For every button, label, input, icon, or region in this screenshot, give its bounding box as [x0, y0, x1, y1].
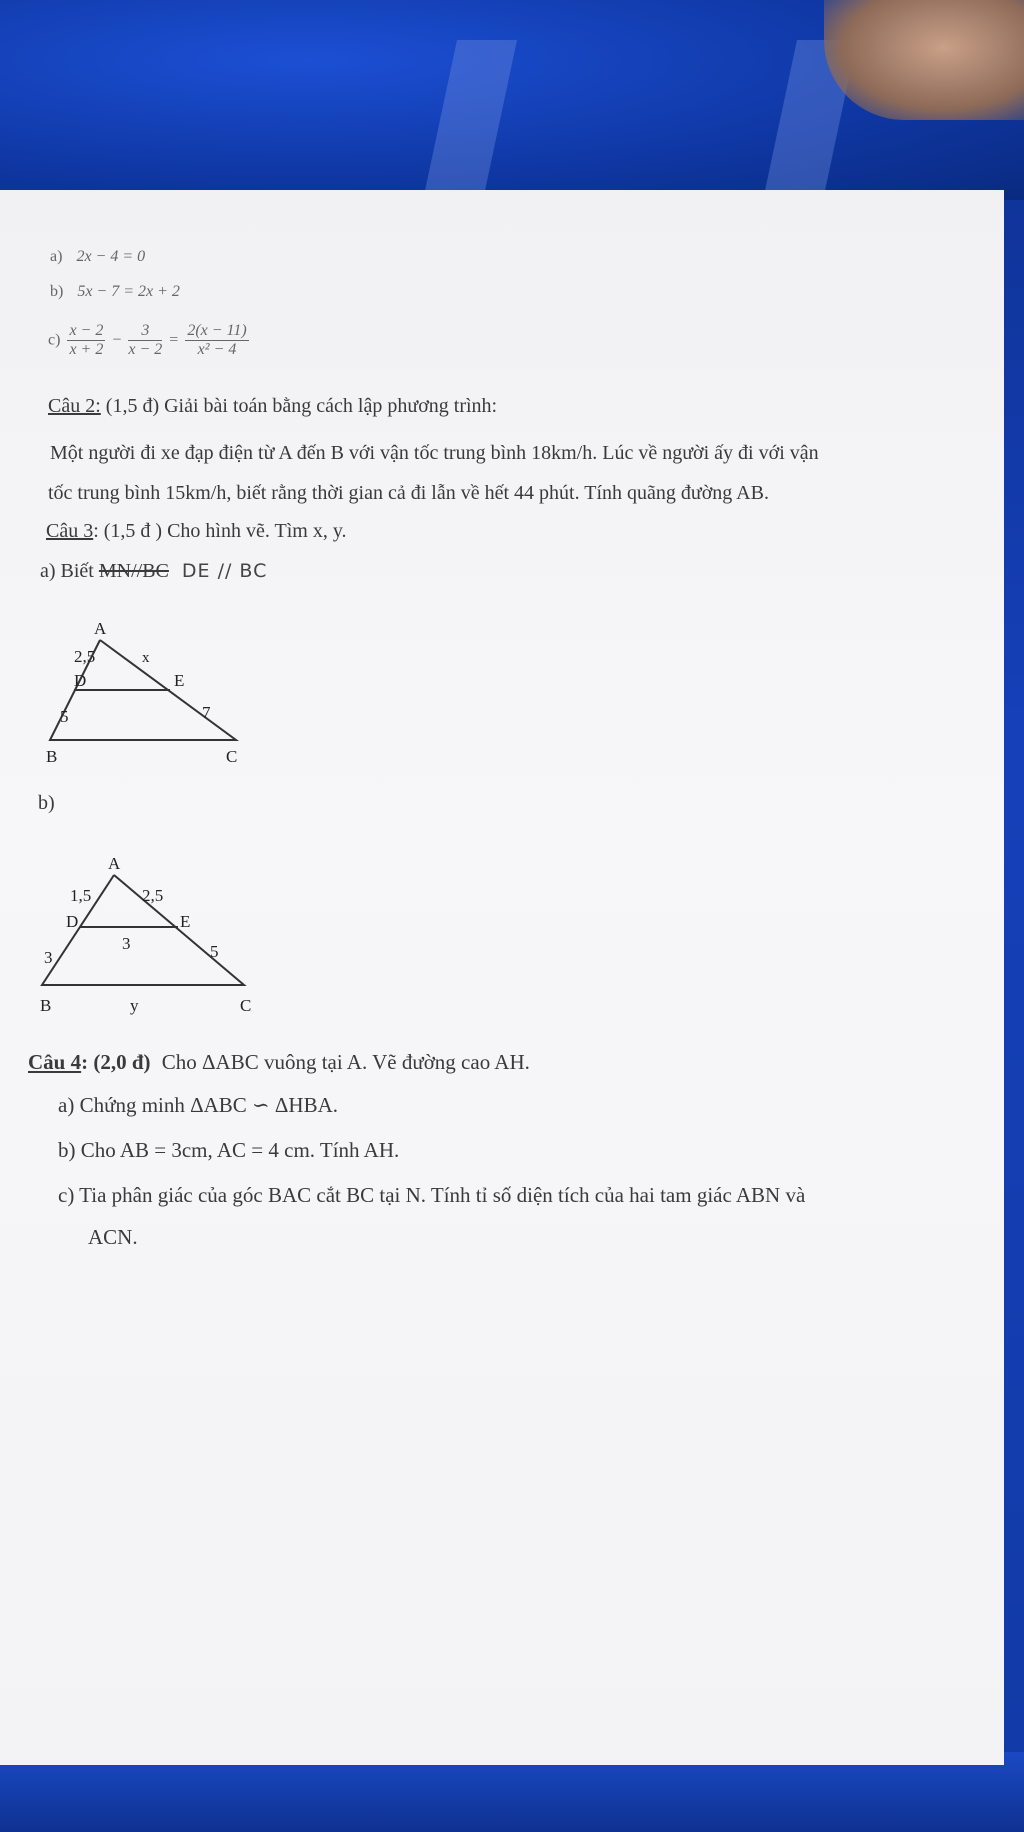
- label-ae: 2,5: [142, 886, 164, 905]
- q3a-struck-text: MN//BC: [98, 560, 169, 582]
- q2-title: [48, 395, 497, 418]
- equals-sign: =: [169, 331, 179, 349]
- q2-heading: Câu 2:: [48, 395, 101, 417]
- exam-paper: [0, 190, 1004, 1765]
- label-B: B: [46, 747, 58, 766]
- fraction-3: $\frac{2(x - 11)}{\text{x² − 4}}$: [187, 322, 247, 358]
- q3a-label: a) Biết: [40, 560, 94, 582]
- label-ae: x: [142, 650, 150, 666]
- q4b: b) Cho AB = 3cm, AC = 4 cm. Tính AH.: [58, 1138, 400, 1162]
- label-ec: 5: [210, 942, 219, 961]
- q1c-label: c): [48, 331, 61, 349]
- q2-points: (1,5 đ): [105, 395, 160, 417]
- fraction-1: $\frac{x - 2}{x + 2}$: [69, 322, 104, 358]
- q4-heading: Câu 4: [28, 1050, 82, 1074]
- label-C: C: [226, 747, 238, 766]
- q4-title: [28, 1050, 530, 1075]
- q3-text: : (1,5 đ ) Cho hình vẽ. Tìm x, y.: [93, 520, 347, 542]
- q4-text: Cho ΔABC vuông tại A. Vẽ đường cao AH.: [161, 1050, 530, 1074]
- label-ad: 2,5: [74, 647, 96, 666]
- label-db: 3: [44, 948, 53, 967]
- label-E: E: [174, 671, 185, 690]
- q2-line1: Một người đi xe đạp điện từ A đến B với vận tốc trung bình 18km/h. Lúc về người ấy đi với vận: [50, 442, 819, 464]
- q1b: [50, 283, 180, 301]
- q3a-label-line: [40, 560, 267, 583]
- minus-sign: −: [112, 331, 122, 349]
- figure-b: [30, 845, 260, 1015]
- label-C: C: [240, 996, 252, 1015]
- figure-a: [30, 610, 260, 770]
- fraction-2: $\frac{3}{x - 2}$: [128, 322, 163, 358]
- q4a: a) Chứng minh ΔABC ∽ ΔHBA.: [58, 1093, 338, 1117]
- label-D: D: [66, 912, 79, 931]
- q1c: [48, 322, 252, 359]
- q3-title: [46, 520, 347, 543]
- q3-heading: Câu 3: [46, 520, 94, 542]
- q4c-line2: ACN.: [88, 1225, 138, 1249]
- label-B: B: [40, 996, 52, 1015]
- label-E: E: [180, 912, 191, 931]
- q1b-label: b): [50, 283, 64, 300]
- label-ec: 7: [202, 703, 211, 722]
- q1b-expr: 5x − 7 = 2x + 2: [77, 283, 180, 300]
- finger: [824, 0, 1024, 120]
- label-D: D: [74, 671, 87, 690]
- q4c-line1: c) Tia phân giác của góc BAC cắt BC tại N. Tính tỉ số diện tích của hai tam giác ABN và: [58, 1183, 806, 1207]
- label-A: A: [108, 854, 121, 873]
- label-de: 3: [122, 934, 131, 953]
- q1a: [50, 248, 145, 266]
- q3b-label: b): [38, 792, 55, 814]
- q4-points: : (2,0 đ): [81, 1050, 151, 1074]
- label-ad: 1,5: [70, 886, 92, 905]
- q1a-label: a): [50, 248, 63, 265]
- label-bc: y: [130, 996, 139, 1015]
- q2-line2: tốc trung bình 15km/h, biết rằng thời gian cả đi lẫn về hết 44 phút. Tính quãng đường AB.: [48, 482, 769, 504]
- q2-intro: Giải bài toán bằng cách lập phương trình:: [164, 395, 498, 417]
- q3a-handwritten: DE // BC: [181, 560, 268, 582]
- label-A: A: [94, 619, 107, 638]
- label-db: 5: [60, 707, 69, 726]
- q1a-expr: 2x − 4 = 0: [76, 248, 146, 265]
